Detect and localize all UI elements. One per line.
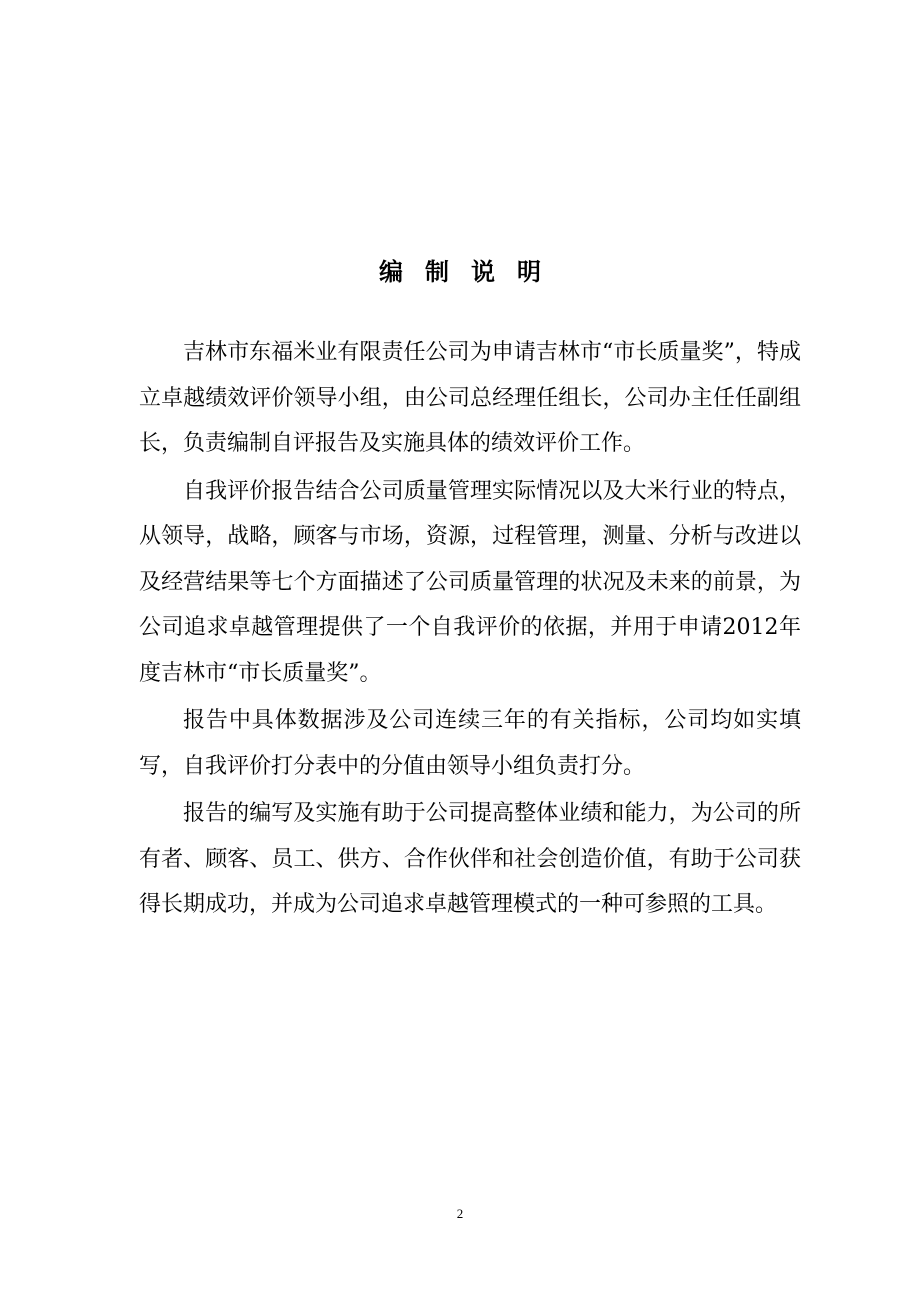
page-title: 编制说明 [379, 258, 563, 287]
paragraph-1: 吉林市东福米业有限责任公司为申请吉林市“市长质量奖”，特成立卓越绩效评价领导小组，由公司总经理任组长，公司办主任任副组长，负责编制自评报告及实施具体的绩效评价工作。 [139, 340, 801, 456]
page-number: 2 [456, 1206, 464, 1221]
paragraph-2: 自我评价报告结合公司质量管理实际情况以及大米行业的特点，从领导，战略，顾客与市场，资源，过程管理，测量、分析与改进以及经营结果等七个方面描述了公司质量管理的状况及未来的前景，为公司追求卓越管理提供了一个自我评价的依据，并用于申请2012年度吉林市“市长质量奖”。 [139, 478, 801, 686]
paragraph-4: 报告的编写及实施有助于公司提高整体业绩和能力，为公司的所有者、顾客、员工、供方、合作伙伴和社会创造价值，有助于公司获得长期成功，并成为公司追求卓越管理模式的一种可参照的工具。 [139, 801, 801, 917]
paragraph-3: 报告中具体数据涉及公司连续三年的有关指标，公司均如实填写，自我评价打分表中的分值由领导小组负责打分。 [139, 708, 801, 779]
document-body [139, 330, 801, 928]
